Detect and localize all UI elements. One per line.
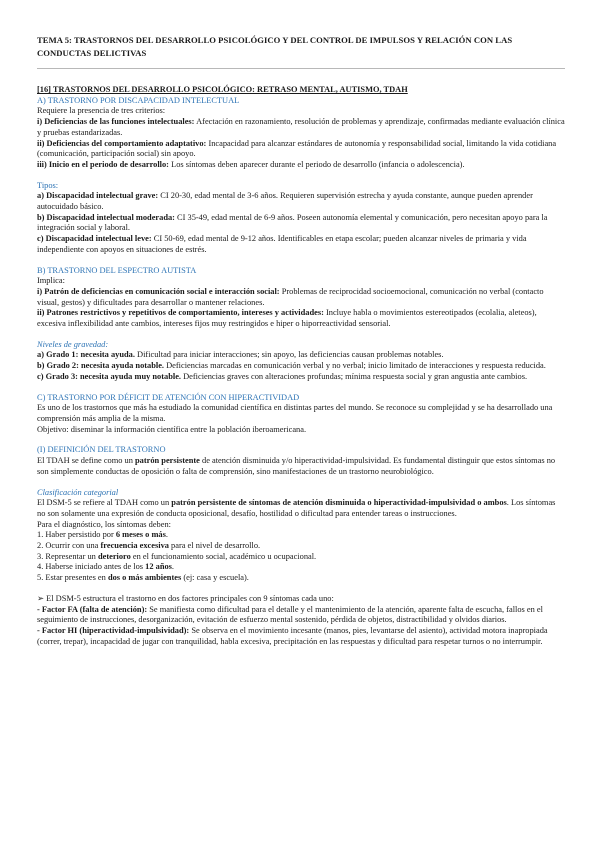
diagnosis-item [37, 573, 565, 584]
subsection-b-heading: B) TRASTORNO DEL ESPECTRO AUTISTA [37, 265, 197, 275]
adhd-intro: Es uno de los trastornos que más ha estudiado la comunidad científica en distintas partes del mundo. Se reconoce su complejidad y se ha desarrollado una comprensión más amplia de la misma. [37, 403, 553, 423]
classification-emphasis: patrón persistente de síntomas de atención disminuida o hiperactividad-impulsividad o ambos [171, 498, 507, 508]
severity-text: Dificultad para iniciar interacciones; sin apoyo, las deficiencias causan problemas notables. [134, 350, 444, 360]
severity-heading: Niveles de gravedad: [37, 339, 109, 349]
diagnosis-text: . [171, 562, 175, 572]
diagnosis-emphasis: dos o más ambientes [107, 573, 182, 583]
diagnosis-text: . [165, 530, 168, 540]
diagnosis-item [37, 562, 565, 573]
severity-label: a) Grado 1: necesita ayuda. [37, 350, 135, 360]
definition-text: de atención disminuida y/o hiperactividad-impulsividad. Es fundamental distinguir que estos síntomas no son simplemente conductas de oposición o falta de comprensión, sino manifestaciones de un trastorno neurobiológico. [37, 456, 556, 476]
diagnosis-text: para el nivel de desarrollo. [168, 541, 261, 551]
diagnosis-emphasis: 12 años [145, 562, 172, 572]
adhd-objective: Objetivo: diseminar la información científica entre la población iberoamericana. [37, 424, 307, 434]
autism-label: i) Patrón de deficiencias en comunicación social e interacción social: [37, 286, 280, 296]
diagnosis-item [37, 552, 565, 563]
autism-text: Problemas de reciprocidad socioemocional, comunicación no verbal (contacto visual, gestos) y dificultades para desarrollar o mantener relaciones. [37, 286, 544, 307]
types-heading: Tipos: [37, 180, 59, 190]
definition-paragraph [37, 456, 565, 477]
factor-text: Se manifiesta como dificultad para el detalle y el mantenimiento de la atención, aparente falta de escucha, fallos en el seguimiento de instrucciones, desorganización, evitación de esfuerzo mental sostenido, pérdida de objetos, distractibilidad y olvidos diarios. [37, 604, 543, 625]
diagnosis-text: 1. Haber persistido por [37, 530, 116, 540]
subsection-a-heading: A) TRASTORNO POR DISCAPACIDAD INTELECTUAL [37, 95, 240, 105]
diagnosis-emphasis: deterioro [97, 551, 131, 561]
classification-text: El DSM-5 se refiere al TDAH como un [37, 498, 172, 508]
classification-text: . Los síntomas no son solamente una expresión de conducta oposicional, desafío, hostilidad o dificultad para entender tareas o instrucciones. [37, 498, 556, 518]
document-body [37, 85, 565, 647]
factor-text: Se observa en el movimiento incesante (manos, pies, levantarse del asiento), actividad motora inapropiada (correr, trepar), incapacidad de jugar con tranquilidad, habla excesiva, precipitación en las respuestas y dificultad para respetar turnos o no interrumpir. [37, 625, 548, 646]
severity-item [37, 372, 565, 383]
subsection-c-heading: C) TRASTORNO POR DÉFICIT DE ATENCIÓN CON HIPERACTIVIDAD [37, 392, 300, 402]
autism-item [37, 308, 565, 329]
factor-item [37, 605, 565, 626]
title-divider [37, 68, 565, 69]
diagnosis-text: 3. Representar un [37, 551, 98, 561]
diagnosis-item [37, 541, 565, 552]
diagnosis-intro: Para el diagnóstico, los síntomas deben: [37, 519, 171, 529]
criterion-item [37, 160, 565, 171]
classification-paragraph [37, 498, 565, 519]
type-item [37, 234, 565, 255]
definition-text: El TDAH se define como un [37, 456, 135, 466]
autism-intro: Implica: [37, 276, 65, 286]
type-text: CI 35-49, edad mental de 6-9 años. Poseen autonomía elemental y comunicación, pero necesitan apoyo para la integración social y laboral. [37, 212, 548, 233]
type-label: a) Discapacidad intelectual grave: [37, 191, 159, 201]
factor-label: - Factor HI (hiperactividad-impulsividad): [37, 625, 190, 635]
classification-heading: Clasificación categorial [37, 487, 119, 497]
factor-label: - Factor FA (falta de atención): [37, 604, 148, 614]
severity-item [37, 361, 565, 372]
severity-label: c) Grado 3: necesita ayuda muy notable. [37, 371, 181, 381]
severity-text: Deficiencias marcadas en comunicación verbal y no verbal; inicio limitado de interacciones y respuesta reducida. [164, 361, 546, 371]
type-item [37, 191, 565, 212]
type-text: CI 20-30, edad mental de 3-6 años. Requieren supervisión estrecha y ayuda constante, aunque pueden aprender autocuidado básico. [37, 191, 533, 212]
definition-emphasis: patrón persistente [135, 456, 200, 466]
criterion-label: i) Deficiencias de las funciones intelectuales: [37, 117, 195, 127]
type-label: b) Discapacidad intelectual moderada: [37, 212, 175, 222]
criterion-text: Afectación en razonamiento, resolución de problemas y aprendizaje, confirmadas mediante evaluación clínica y pruebas estandarizadas. [37, 117, 565, 137]
factor-item [37, 626, 565, 647]
criterion-label: iii) Inicio en el periodo de desarrollo: [37, 159, 169, 169]
diagnosis-text: 4. Haberse iniciado antes de los [37, 562, 146, 572]
autism-label: ii) Patrones restrictivos y repetitivos de comportamiento, intereses y actividades: [37, 308, 324, 318]
document-page [37, 34, 565, 647]
type-item [37, 213, 565, 234]
dsm-structure-intro: ➢ El DSM-5 estructura el trastorno en dos factores principales con 9 síntomas cada uno: [37, 593, 334, 603]
severity-text: Deficiencias graves con alteraciones profundas; mínima respuesta social y gran angustia ante cambios. [181, 371, 528, 381]
criterion-item [37, 139, 565, 160]
criterion-text: Incapacidad para alcanzar estándares de autonomía y responsabilidad social, limitando la vida cotidiana (comunicación, participación social) sin apoyo. [37, 138, 557, 159]
diagnosis-item [37, 530, 565, 541]
type-label: c) Discapacidad intelectual leve: [37, 234, 152, 244]
type-text: CI 50-69, edad mental de 9-12 años. Identificables en etapa escolar; pueden alcanzar niveles de primaria y vida independiente con apoyos en situaciones de estrés. [37, 234, 527, 254]
criterion-label: ii) Deficiencias del comportamiento adaptativo: [37, 138, 207, 148]
definition-heading: (I) DEFINICIÓN DEL TRASTORNO [37, 445, 166, 455]
criteria-intro: Requiere la presencia de tres criterios: [37, 106, 166, 116]
diagnosis-emphasis: frecuencia excesiva [100, 541, 169, 551]
severity-item [37, 350, 565, 361]
diagnosis-text: (ej: casa y escuela). [181, 573, 249, 583]
diagnosis-emphasis: 6 meses o más [115, 530, 166, 540]
autism-item [37, 287, 565, 308]
autism-text: Incluye habla o movimientos estereotipados (ecolalia, aleteos), excesiva inflexibilidad ante cambios, intereses fijos muy restringidos e hiper o hiporreactividad sensorial. [37, 308, 537, 329]
section-heading: [16] TRASTORNOS DEL DESARROLLO PSICOLÓGICO: RETRASO MENTAL, AUTISMO, TDAH [37, 85, 408, 94]
criterion-text: Los síntomas deben aparecer durante el periodo de desarrollo (infancia o adolescencia). [168, 159, 465, 169]
diagnosis-text: 5. Estar presentes en [37, 573, 108, 583]
diagnosis-text: en el funcionamiento social, académico u ocupacional. [130, 551, 317, 561]
diagnosis-text: 2. Ocurrir con una [37, 541, 101, 551]
document-title: TEMA 5: TRASTORNOS DEL DESARROLLO PSICOLÓGICO Y DEL CONTROL DE IMPULSOS Y RELACIÓN CON LAS CONDUCTAS DELICTIVAS [37, 35, 513, 58]
severity-label: b) Grado 2: necesita ayuda notable. [37, 361, 165, 371]
criterion-item [37, 117, 565, 138]
